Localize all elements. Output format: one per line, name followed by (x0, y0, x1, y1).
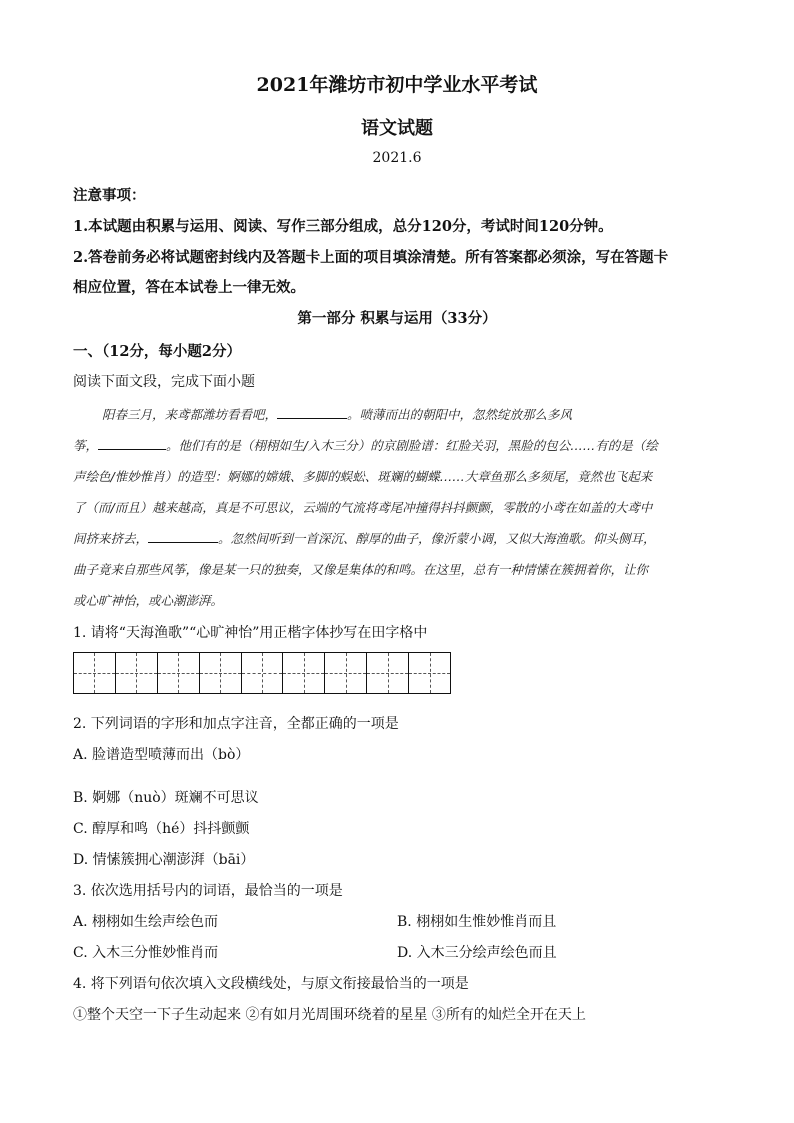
grid-cell[interactable] (283, 653, 325, 693)
grid-cell[interactable] (325, 653, 367, 693)
passage-line-1b: 。喷薄而出的朝阳中，忽然绽放那么多风 (347, 407, 573, 422)
section-1-heading: 一、（12分，每小题2分） (73, 343, 242, 360)
answer-blank-1 (277, 406, 347, 419)
question-2-option-d[interactable]: D. 情愫簇拥心潮澎湃（bāi） (73, 852, 255, 868)
question-2-option-c[interactable]: C. 醇厚和鸣（hé）抖抖颤颤 (73, 821, 250, 837)
grid-cell[interactable] (74, 653, 116, 693)
passage-line-7: 或心旷神怡，或心潮澎湃。 (73, 593, 224, 608)
question-3-option-d[interactable]: D. 入木三分绘声绘色而且 (397, 945, 557, 961)
question-3-option-b[interactable]: B. 栩栩如生惟妙惟肖而且 (397, 914, 557, 930)
question-4-sentences: ①整个天空一下子生动起来 ②有如月光周围环绕着的星星 ③所有的灿烂全开在天上 (73, 1007, 586, 1023)
exam-subject: 语文试题 (361, 118, 433, 139)
grid-cell[interactable] (409, 653, 450, 693)
grid-cell[interactable] (158, 653, 200, 693)
question-3-option-a[interactable]: A. 栩栩如生绘声绘色而 (73, 914, 219, 930)
notes-item-2-line-2: 相应位置，答在本试卷上一律无效。 (73, 279, 305, 296)
answer-blank-2 (98, 437, 166, 450)
question-2: 2. 下列词语的字形和加点字注音，全都正确的一项是 (73, 716, 399, 732)
passage-line-2b: 。他们有的是（栩栩如生/入木三分）的京剧脸谱：红脸关羽，黑脸的包公……有的是（绘 (166, 438, 658, 453)
grid-cell[interactable] (116, 653, 158, 693)
passage-line-2 (73, 436, 658, 454)
exam-title: 2021年潍坊市初中学业水平考试 (256, 74, 538, 96)
question-2-option-b[interactable]: B. 婀娜（nuò）斑斓不可思议 (73, 790, 259, 806)
passage-line-1a: 阳春三月，来鸢都潍坊看看吧， (102, 407, 278, 422)
grid-cell[interactable] (242, 653, 284, 693)
question-4: 4. 将下列语句依次填入文段横线处，与原文衔接最恰当的一项是 (73, 976, 469, 992)
grid-cell[interactable] (200, 653, 242, 693)
reading-instruction: 阅读下面文段，完成下面小题 (73, 374, 255, 390)
passage-line-1 (102, 405, 572, 423)
tianzige-grid[interactable] (73, 652, 451, 694)
question-2-option-a[interactable]: A. 脸谱造型喷薄而出（bò） (73, 747, 250, 763)
notes-item-2-line-1: 2.答卷前务必将试题密封线内及答题卡上面的项目填涂清楚。所有答案都必须涂，写在答题卡 (73, 249, 669, 266)
passage-line-5b: 。忽然间听到一首深沉、醇厚的曲子，像沂蒙小调，又似大海渔歌。仰头侧耳， (218, 531, 656, 546)
notes-item-1: 1.本试题由积累与运用、阅读、写作三部分组成，总分120分，考试时间120分钟。 (73, 218, 613, 235)
passage-line-4: 了（而/而且）越来越高，真是不可思议，云端的气流将鸢尾冲撞得抖抖颤颤，零散的小鸢在如盖的大鸢中 (73, 500, 653, 515)
question-3-option-c[interactable]: C. 入木三分惟妙惟肖而 (73, 945, 219, 961)
passage-line-2a: 筝， (73, 438, 99, 453)
passage-line-3: 声绘色/惟妙惟肖）的造型：婀娜的嫦娥、多脚的蜈蚣、斑斓的蝴蝶……大章鱼那么多须尾，竟然也飞起来 (73, 469, 653, 484)
part1-title: 第一部分 积累与运用（33分） (297, 310, 497, 327)
answer-blank-3 (148, 530, 218, 543)
passage-line-5a: 间挤来挤去， (73, 531, 149, 546)
grid-cell[interactable] (367, 653, 409, 693)
notes-heading: 注意事项： (73, 187, 146, 204)
exam-date: 2021.6 (372, 150, 422, 166)
passage-line-6: 曲子竟来自那些风筝，像是某一只的独奏，又像是集体的和鸣。在这里，总有一种情愫在簇拥着你，让你 (73, 562, 649, 577)
question-1: 1. 请将“天海渔歌”“心旷神怡”用正楷字体抄写在田字格中 (73, 625, 428, 641)
question-3: 3. 依次选用括号内的词语，最恰当的一项是 (73, 883, 343, 899)
passage-line-5 (73, 529, 656, 547)
